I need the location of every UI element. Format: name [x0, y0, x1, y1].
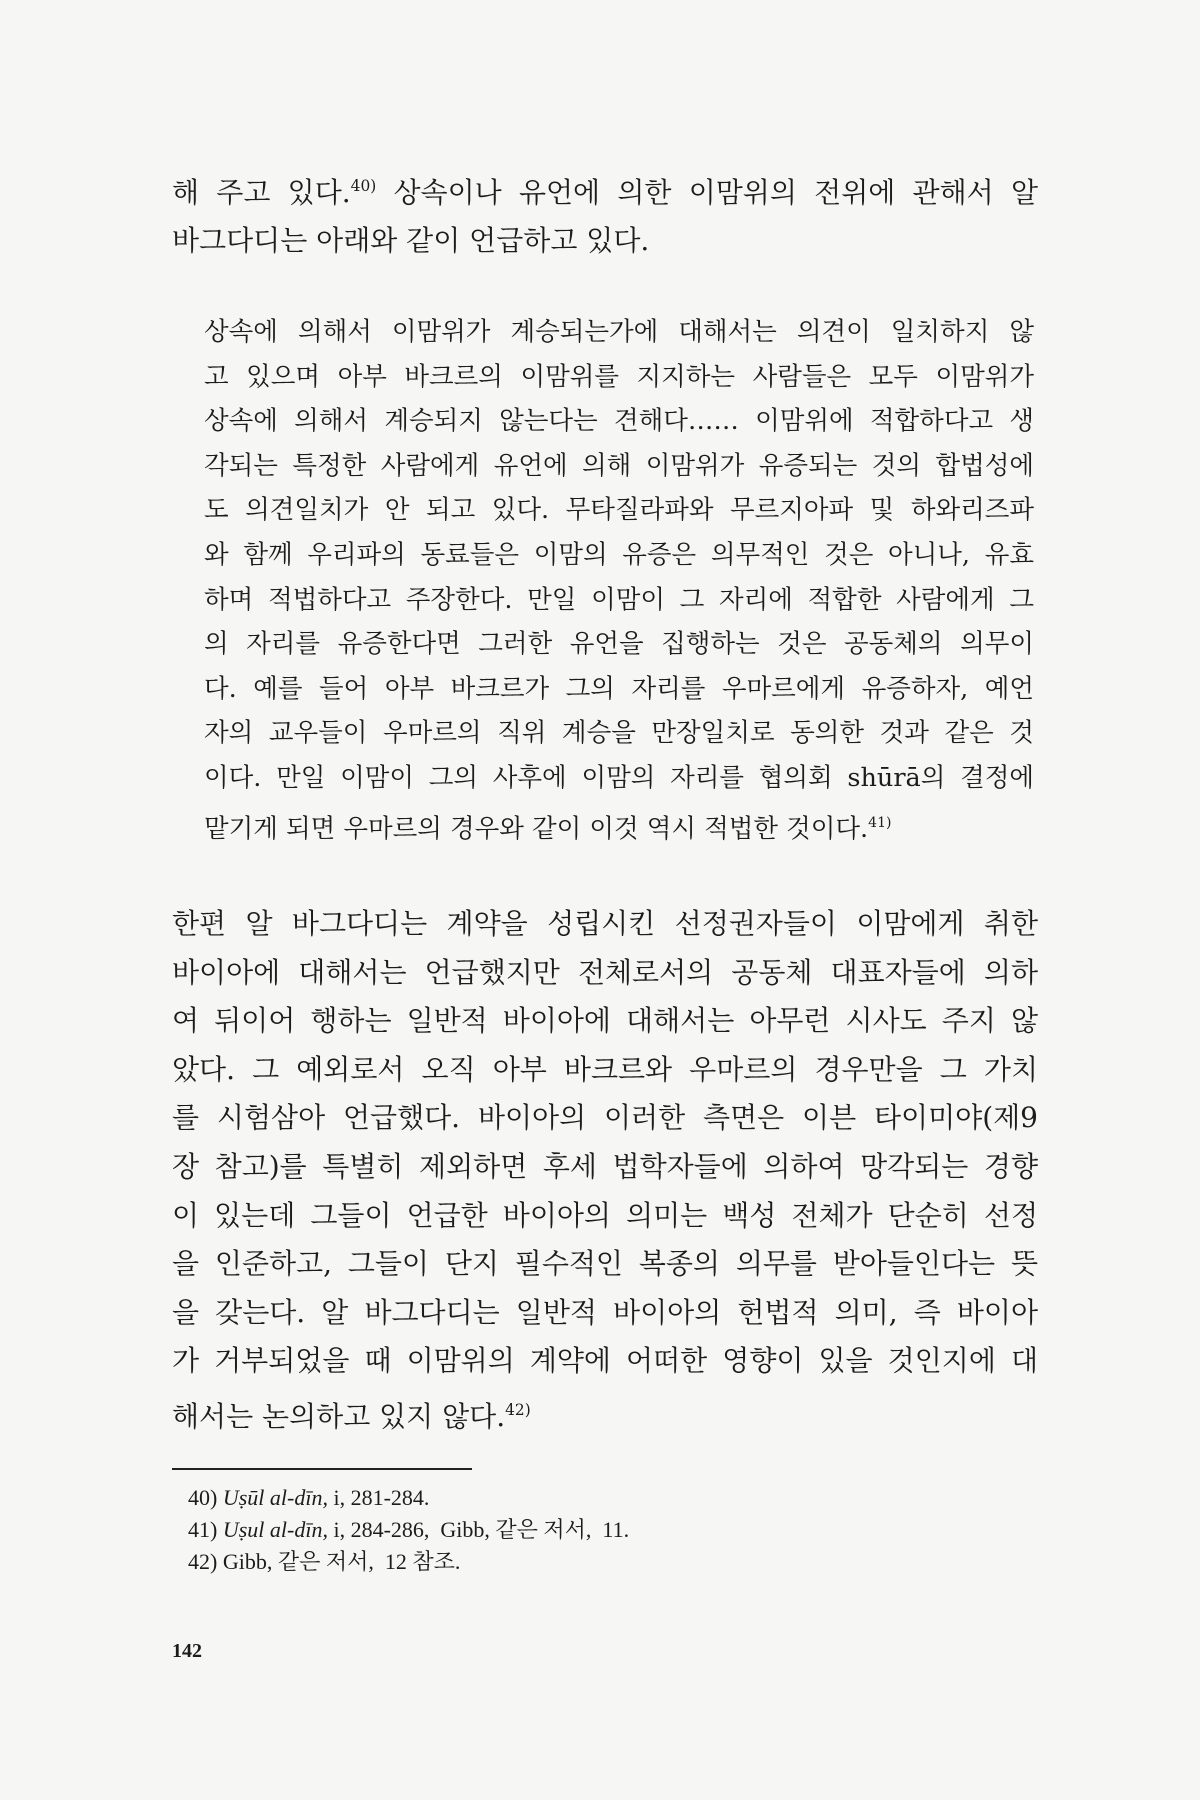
footnote-title: Uṣul al-dīn,: [222, 1517, 328, 1542]
paragraph-line: 을 인준하고, 그들이 단지 필수적인 복종의 의무를 받아들인다는 뜻: [172, 1247, 1038, 1281]
footnote-text: i, 284-286, Gibb, 같은 저서, 11.: [327, 1517, 630, 1542]
quote-line: 다. 예를 들어 아부 바크르가 그의 자리를 우마르에게 유증하자, 예언: [204, 673, 1034, 704]
paragraph-line: 가 거부되었을 때 이맘위의 계약에 어떠한 영향이 있을 것인지에 대: [172, 1344, 1038, 1378]
footnote-title: Uṣūl al-dīn,: [222, 1485, 328, 1510]
line-text: 맡기게 되면 우마르의 경우와 같이 이것 역시 적법한 것이다.: [204, 813, 869, 844]
page-number: 142: [172, 1640, 202, 1662]
footnote-divider: [172, 1468, 472, 1470]
paragraph-line: 바그다디는 아래와 같이 언급하고 있다.: [172, 223, 650, 257]
footnote-number: 41): [188, 1517, 218, 1542]
intro-paragraph: [172, 162, 1038, 265]
footnote-text: Gibb, 같은 저서, 12 참조.: [217, 1549, 461, 1574]
block-quote: [204, 310, 1034, 851]
quote-line: 이다. 만일 이맘이 그의 사후에 이맘의 자리를 협의회 shūrā의 결정에: [204, 762, 1034, 793]
quote-line: 와 함께 우리파의 동료들은 이맘의 유증은 의무적인 것은 아니나, 유효: [204, 539, 1034, 570]
paragraph-line: [172, 1386, 1038, 1441]
footnote-text: i, 281-284.: [327, 1485, 430, 1510]
quote-line: 의 자리를 유증한다면 그러한 유언을 집행하는 것은 공동체의 의무이: [204, 629, 1034, 660]
footnote: [188, 1546, 629, 1578]
quote-line: 하며 적법하다고 주장한다. 만일 이맘이 그 자리에 적합한 사람에게 그: [204, 584, 1034, 615]
paragraph-line: 바이아에 대해서는 언급했지만 전체로서의 공동체 대표자들에 의하: [172, 955, 1038, 989]
footnote: [188, 1482, 629, 1514]
paragraph-line: 장 참고)를 특별히 제외하면 후세 법학자들에 의하여 망각되는 경향: [172, 1149, 1038, 1183]
paragraph-line: 한편 알 바그다디는 계약을 성립시킨 선정권자들이 이맘에게 취한: [172, 907, 1038, 940]
paragraph-line: 았다. 그 예외로서 오직 아부 바크르와 우마르의 경우만을 그 가치: [172, 1052, 1038, 1086]
paragraph-line: [172, 162, 1038, 217]
footnote-ref: 41): [868, 814, 892, 831]
quote-line: [204, 801, 1034, 851]
paragraph-line: 이 있는데 그들이 언급한 바이아의 의미는 백성 전체가 단순히 선정: [172, 1198, 1038, 1232]
paragraph-line: 을 갖는다. 알 바그다디는 일반적 바이아의 헌법적 의미, 즉 바이아: [172, 1295, 1038, 1329]
line-text: 상속이나 유언에 의한 이맘위의 전위에 관해서 알: [376, 175, 1038, 209]
quote-line: 자의 교우들이 우마르의 직위 계승을 만장일치로 동의한 것과 같은 것: [204, 718, 1034, 749]
paragraph-line: 를 시험삼아 언급했다. 바이아의 이러한 측면은 이븐 타이미야(제9: [172, 1101, 1038, 1135]
quote-line: 상속에 의해서 계승되지 않는다는 견해다…… 이맘위에 적합하다고 생: [204, 406, 1034, 437]
footnote-ref: 42): [505, 1400, 531, 1419]
line-text: 해 주고 있다.: [172, 175, 351, 209]
paragraph-line: 여 뒤이어 행하는 일반적 바이아에 대해서는 아무런 시사도 주지 않: [172, 1004, 1038, 1038]
quote-line: 고 있으며 아부 바크르의 이맘위를 지지하는 사람들은 모두 이맘위가: [204, 361, 1034, 392]
line-text: 해서는 논의하고 있지 않다.: [172, 1399, 506, 1433]
quote-line: 각되는 특정한 사람에게 유언에 의해 이맘위가 유증되는 것의 합법성에: [204, 450, 1034, 481]
quote-line: 상속에 의해서 이맘위가 계승되는가에 대해서는 의견이 일치하지 않: [204, 317, 1034, 347]
footnote-ref: 40): [350, 177, 377, 195]
quote-line: 도 의견일치가 안 되고 있다. 무타질라파와 무르지아파 및 하와리즈파: [204, 495, 1034, 526]
body-paragraph: [172, 900, 1038, 1441]
footnote-number: 42): [188, 1549, 218, 1574]
footnotes: [188, 1482, 629, 1578]
footnote: [188, 1514, 629, 1546]
footnote-number: 40): [188, 1485, 218, 1510]
